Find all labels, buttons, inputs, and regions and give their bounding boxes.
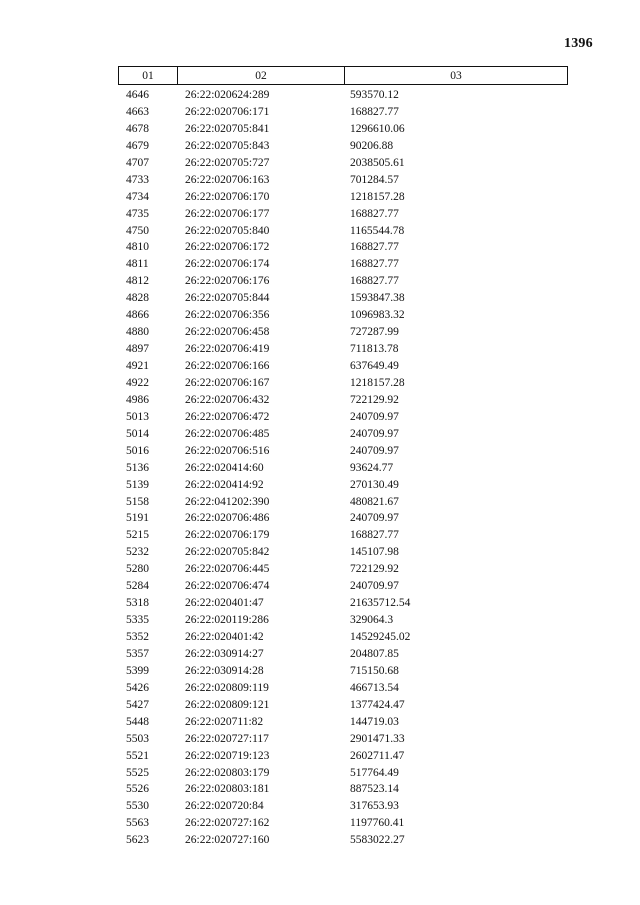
table-row xyxy=(118,832,568,849)
cadastral-number-cell: 26:22:020706:171 xyxy=(185,105,270,118)
cadastral-number-cell: 26:22:030914:28 xyxy=(185,664,264,677)
table-row xyxy=(118,138,568,155)
cadastral-number-cell: 26:22:020706:166 xyxy=(185,360,270,372)
table-row xyxy=(118,341,568,358)
table-row xyxy=(118,578,568,595)
table-row xyxy=(118,527,568,544)
table-row xyxy=(118,206,568,223)
row-number-cell: 5318 xyxy=(126,597,149,610)
cadastral-number-cell: 26:22:020401:47 xyxy=(185,597,264,610)
row-number-cell: 4810 xyxy=(126,241,149,254)
value-cell: 1218157.28 xyxy=(350,190,405,203)
value-cell: 466713.54 xyxy=(350,681,399,694)
cadastral-number-cell: 26:22:020720:84 xyxy=(185,800,264,813)
table-row xyxy=(118,375,568,392)
value-cell: 144719.03 xyxy=(350,715,399,728)
table-row xyxy=(118,87,568,104)
table-row xyxy=(118,697,568,714)
value-cell: 240709.97 xyxy=(350,444,399,457)
value-cell: 240709.97 xyxy=(350,427,399,440)
row-number-cell: 5016 xyxy=(126,444,149,457)
table-row xyxy=(118,426,568,443)
cadastral-number-cell: 26:22:030914:27 xyxy=(185,647,264,660)
table-row xyxy=(118,646,568,663)
value-cell: 2038505.61 xyxy=(350,156,405,169)
row-number-cell: 5503 xyxy=(126,732,149,745)
cadastral-number-cell: 26:22:020803:181 xyxy=(185,783,270,796)
row-number-cell: 4663 xyxy=(126,105,149,118)
row-number-cell: 4922 xyxy=(126,376,149,389)
cadastral-number-cell: 26:22:020119:286 xyxy=(185,614,269,627)
cadastral-number-cell: 26:22:020803:179 xyxy=(185,766,270,779)
row-number-cell: 5357 xyxy=(126,647,149,660)
cadastral-number-cell: 26:22:020705:842 xyxy=(185,546,270,559)
cadastral-number-cell: 26:22:020706:458 xyxy=(185,326,270,339)
table-row xyxy=(118,239,568,256)
cadastral-number-cell: 26:22:020706:432 xyxy=(185,393,270,406)
cadastral-number-cell: 26:22:020706:485 xyxy=(185,427,270,440)
table-row xyxy=(118,104,568,121)
cadastral-number-cell: 26:22:041202:390 xyxy=(185,495,270,508)
table-row xyxy=(118,172,568,189)
table-row xyxy=(118,494,568,511)
table-row xyxy=(118,290,568,307)
row-number-cell: 4735 xyxy=(126,207,149,220)
value-cell: 1377424.47 xyxy=(350,698,405,711)
value-cell: 517764.49 xyxy=(350,766,399,779)
value-cell: 887523.14 xyxy=(350,783,399,796)
value-cell: 168827.77 xyxy=(350,258,399,271)
table-row xyxy=(118,256,568,273)
value-cell: 722129.92 xyxy=(350,393,399,406)
cadastral-number-cell: 26:22:020401:42 xyxy=(185,631,264,643)
row-number-cell: 5563 xyxy=(126,817,149,830)
value-cell: 480821.67 xyxy=(350,495,399,508)
cadastral-number-cell: 26:22:020706:163 xyxy=(185,173,270,186)
value-cell: 2901471.33 xyxy=(350,732,405,745)
row-number-cell: 5139 xyxy=(126,478,149,491)
value-cell: 168827.77 xyxy=(350,207,399,220)
row-number-cell: 5399 xyxy=(126,664,149,677)
cadastral-number-cell: 26:22:020624:289 xyxy=(185,89,270,101)
table-row xyxy=(118,223,568,240)
row-number-cell: 5530 xyxy=(126,800,149,813)
table-row xyxy=(118,561,568,578)
table-row xyxy=(118,155,568,172)
row-number-cell: 5158 xyxy=(126,495,149,508)
cadastral-number-cell: 26:22:020706:419 xyxy=(185,343,270,356)
value-cell: 2602711.47 xyxy=(350,749,405,762)
table-row xyxy=(118,612,568,629)
cadastral-number-cell: 26:22:020706:356 xyxy=(185,309,270,322)
row-number-cell: 4734 xyxy=(126,190,149,203)
data-table xyxy=(118,66,568,849)
value-cell: 1096983.32 xyxy=(350,309,405,322)
cadastral-number-cell: 26:22:020706:486 xyxy=(185,512,270,525)
value-cell: 1218157.28 xyxy=(350,376,405,389)
table-row xyxy=(118,765,568,782)
value-cell: 1165544.78 xyxy=(350,224,405,237)
row-number-cell: 4733 xyxy=(126,173,149,186)
row-number-cell: 4646 xyxy=(126,89,149,101)
row-number-cell: 5191 xyxy=(126,512,149,525)
cadastral-number-cell: 26:22:020706:472 xyxy=(185,410,270,423)
row-number-cell: 5525 xyxy=(126,766,149,779)
table-row xyxy=(118,714,568,731)
value-cell: 317653.93 xyxy=(350,800,399,813)
row-number-cell: 5136 xyxy=(126,461,149,474)
table-row xyxy=(118,629,568,646)
row-number-cell: 4897 xyxy=(126,343,149,356)
cadastral-number-cell: 26:22:020727:162 xyxy=(185,817,270,830)
table-row xyxy=(118,510,568,527)
cadastral-number-cell: 26:22:020705:843 xyxy=(185,139,270,152)
value-cell: 168827.77 xyxy=(350,529,399,542)
table-row xyxy=(118,460,568,477)
cadastral-number-cell: 26:22:020706:167 xyxy=(185,376,270,389)
value-cell: 204807.85 xyxy=(350,647,399,660)
row-number-cell: 5232 xyxy=(126,546,149,559)
value-cell: 1197760.41 xyxy=(350,817,405,830)
cadastral-number-cell: 26:22:020711:82 xyxy=(185,715,264,728)
value-cell: 722129.92 xyxy=(350,563,399,576)
table-row xyxy=(118,544,568,561)
value-cell: 715150.68 xyxy=(350,664,399,677)
cadastral-number-cell: 26:22:020706:174 xyxy=(185,258,270,271)
table-row xyxy=(118,443,568,460)
value-cell: 593570.12 xyxy=(350,89,399,101)
row-number-cell: 4812 xyxy=(126,275,149,288)
table-row xyxy=(118,663,568,680)
cadastral-number-cell: 26:22:020727:117 xyxy=(185,732,269,745)
cadastral-number-cell: 26:22:020706:445 xyxy=(185,563,270,576)
cadastral-number-cell: 26:22:020706:170 xyxy=(185,190,270,203)
cadastral-number-cell: 26:22:020809:119 xyxy=(185,681,269,694)
header-cell-02: 02 xyxy=(178,67,345,84)
table-row xyxy=(118,392,568,409)
row-number-cell: 4880 xyxy=(126,326,149,339)
cadastral-number-cell: 26:22:020705:840 xyxy=(185,224,270,237)
cadastral-number-cell: 26:22:020809:121 xyxy=(185,698,270,711)
row-number-cell: 5013 xyxy=(126,410,149,423)
value-cell: 637649.49 xyxy=(350,360,399,372)
row-number-cell: 5352 xyxy=(126,631,149,643)
value-cell: 5583022.27 xyxy=(350,834,405,847)
row-number-cell: 4811 xyxy=(126,258,149,271)
row-number-cell: 5284 xyxy=(126,580,149,593)
table-body xyxy=(118,87,568,849)
cadastral-number-cell: 26:22:020705:841 xyxy=(185,122,270,135)
value-cell: 240709.97 xyxy=(350,512,399,525)
value-cell: 93624.77 xyxy=(350,461,394,474)
page-number: 1396 xyxy=(564,36,593,51)
value-cell: 270130.49 xyxy=(350,478,399,491)
cadastral-number-cell: 26:22:020706:516 xyxy=(185,444,270,457)
cadastral-number-cell: 26:22:020705:844 xyxy=(185,292,270,305)
row-number-cell: 5427 xyxy=(126,698,149,711)
cadastral-number-cell: 26:22:020414:92 xyxy=(185,478,264,491)
table-row xyxy=(118,748,568,765)
value-cell: 145107.98 xyxy=(350,546,399,559)
cadastral-number-cell: 26:22:020705:727 xyxy=(185,156,270,169)
table-row xyxy=(118,731,568,748)
table-row xyxy=(118,477,568,494)
row-number-cell: 4866 xyxy=(126,309,149,322)
header-cell-01: 01 xyxy=(119,67,178,84)
value-cell: 711813.78 xyxy=(350,343,399,356)
table-row xyxy=(118,409,568,426)
value-cell: 21635712.54 xyxy=(350,597,411,610)
value-cell: 329064.3 xyxy=(350,614,394,627)
row-number-cell: 5215 xyxy=(126,529,149,542)
value-cell: 168827.77 xyxy=(350,275,399,288)
table-row xyxy=(118,121,568,138)
value-cell: 1296610.06 xyxy=(350,122,405,135)
value-cell: 168827.77 xyxy=(350,241,399,254)
cadastral-number-cell: 26:22:020706:176 xyxy=(185,275,270,288)
table-row xyxy=(118,680,568,697)
cadastral-number-cell: 26:22:020727:160 xyxy=(185,834,270,847)
row-number-cell: 5426 xyxy=(126,681,149,694)
row-number-cell: 5623 xyxy=(126,834,149,847)
row-number-cell: 4828 xyxy=(126,292,149,305)
table-row xyxy=(118,307,568,324)
row-number-cell: 5521 xyxy=(126,749,149,762)
row-number-cell: 4678 xyxy=(126,122,149,135)
row-number-cell: 5448 xyxy=(126,715,149,728)
row-number-cell: 4679 xyxy=(126,139,149,152)
value-cell: 727287.99 xyxy=(350,326,399,339)
table-row xyxy=(118,815,568,832)
row-number-cell: 4750 xyxy=(126,224,149,237)
value-cell: 240709.97 xyxy=(350,580,399,593)
value-cell: 1593847.38 xyxy=(350,292,405,305)
row-number-cell: 4707 xyxy=(126,156,149,169)
table-row xyxy=(118,781,568,798)
row-number-cell: 4986 xyxy=(126,393,149,406)
table-row xyxy=(118,595,568,612)
table-header xyxy=(118,66,568,85)
value-cell: 168827.77 xyxy=(350,105,399,118)
table-row xyxy=(118,324,568,341)
cadastral-number-cell: 26:22:020414:60 xyxy=(185,461,264,474)
value-cell: 90206.88 xyxy=(350,139,394,152)
table-row xyxy=(118,189,568,206)
value-cell: 240709.97 xyxy=(350,410,399,423)
cadastral-number-cell: 26:22:020706:177 xyxy=(185,207,270,220)
cadastral-number-cell: 26:22:020706:179 xyxy=(185,529,270,542)
cadastral-number-cell: 26:22:020706:474 xyxy=(185,580,270,593)
cadastral-number-cell: 26:22:020706:172 xyxy=(185,241,270,254)
table-row xyxy=(118,358,568,375)
row-number-cell: 5335 xyxy=(126,614,149,627)
table-row xyxy=(118,273,568,290)
row-number-cell: 5014 xyxy=(126,427,149,440)
value-cell: 701284.57 xyxy=(350,173,399,186)
row-number-cell: 5526 xyxy=(126,783,149,796)
value-cell: 14529245.02 xyxy=(350,631,411,643)
row-number-cell: 4921 xyxy=(126,360,149,372)
header-cell-03: 03 xyxy=(450,69,462,82)
row-number-cell: 5280 xyxy=(126,563,149,576)
cadastral-number-cell: 26:22:020719:123 xyxy=(185,749,270,762)
table-row xyxy=(118,798,568,815)
